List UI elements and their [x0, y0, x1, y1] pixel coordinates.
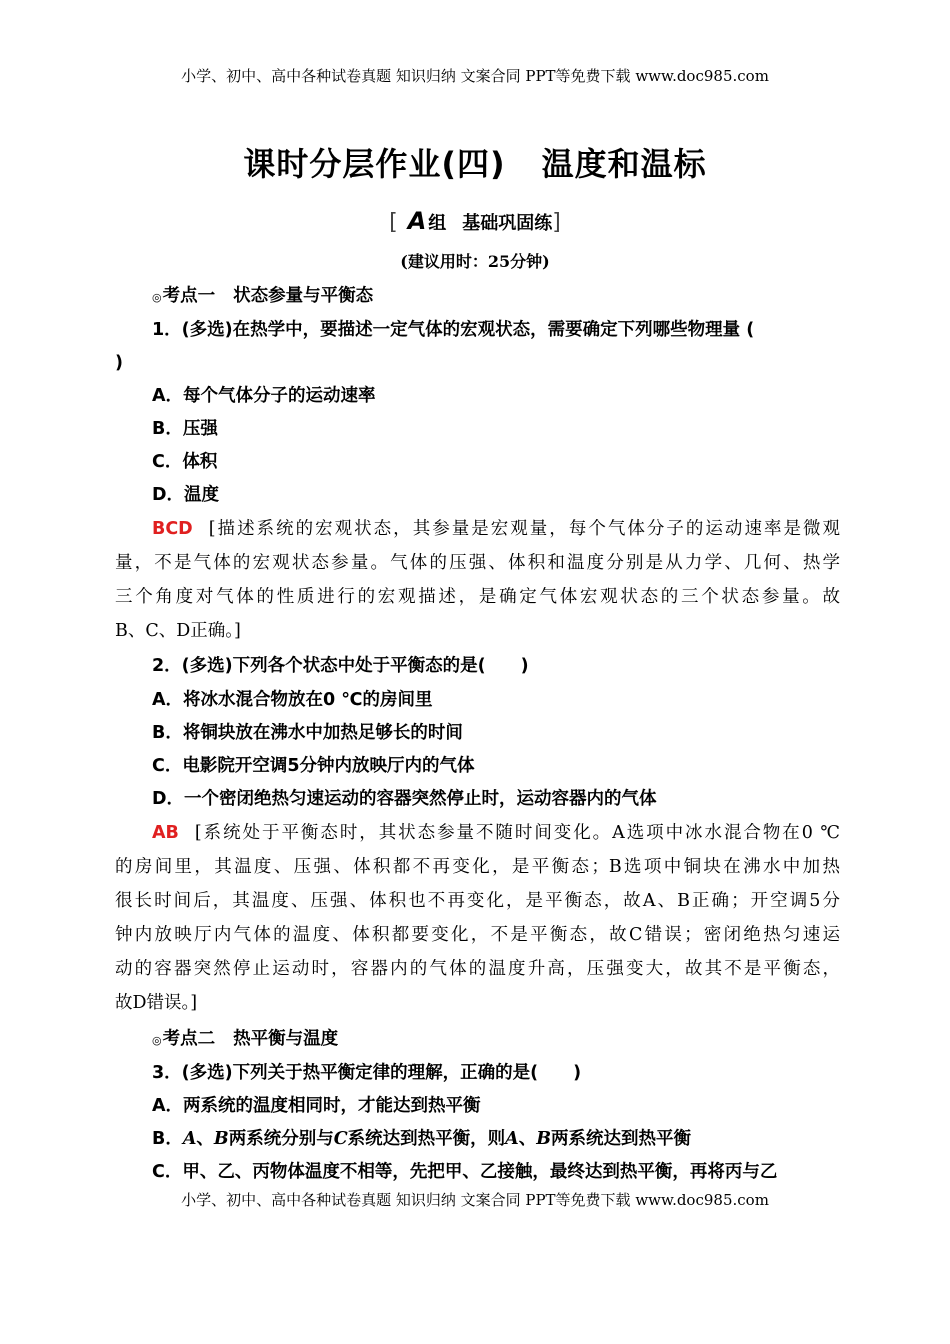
option-c: C．甲、乙、丙物体温度不相等，先把甲、乙接触，最终达到热平衡，再将丙与乙 [152, 1162, 778, 1182]
explanation-line: 三个角度对气体的性质进行的宏观描述，是确定气体宏观状态的三个状态参量。故 [115, 587, 840, 607]
option-a: A．每个气体分子的运动速率 [152, 386, 376, 406]
option-b: B．将铜块放在沸水中加热足够长的时间 [152, 723, 463, 743]
keypoint-mark-icon: ◎ [152, 291, 162, 304]
keypoint-name: 热平衡与温度 [233, 1029, 339, 1049]
header-banner: 小学、初中、高中各种试卷真题 知识归纳 文案合同 PPT等免费下载 www.doc985.com [181, 67, 769, 85]
option-a: A．两系统的温度相同时，才能达到热平衡 [152, 1096, 481, 1116]
explanation-line: 钟内放映厅内气体的温度、体积都要变化，不是平衡态，故C错误；密闭绝热匀速运 [115, 925, 840, 945]
explanation-line: B、C、D正确。] [115, 621, 241, 641]
suggested-time: (建议用时：25分钟) [400, 252, 550, 271]
keypoint-heading [152, 1026, 840, 1054]
variable: A [505, 1129, 519, 1149]
keypoint-name: 状态参量与平衡态 [233, 286, 374, 306]
variable: A [182, 1129, 197, 1149]
keypoint-label: 考点一 [162, 286, 216, 306]
question-stem: 1．(多选)在热学中，要描述一定气体的宏观状态，需要确定下列哪些物理量 ( [152, 320, 755, 340]
footer-banner: 小学、初中、高中各种试卷真题 知识归纳 文案合同 PPT等免费下载 www.doc985.com [181, 1191, 769, 1209]
variable: B [213, 1129, 229, 1149]
keypoint-label: 考点二 [162, 1029, 216, 1049]
question-stem-continued: ) [115, 353, 123, 373]
option-text: 系统达到热平衡，则 [347, 1129, 506, 1149]
option-text: 两系统分别与 [228, 1129, 334, 1149]
option-a: A．将冰水混合物放在0 ℃的房间里 [152, 690, 433, 710]
group-name: 组 [428, 213, 447, 234]
page-title [0, 142, 950, 186]
group-letter: A [407, 207, 427, 235]
title-part-1: 课时分层作业(四) [243, 145, 506, 183]
answer-key: AB [152, 823, 179, 843]
explanation-line: 故D错误。] [115, 993, 198, 1013]
title-part-2: 温度和温标 [541, 145, 707, 183]
answer-line [152, 516, 840, 542]
keypoint-mark-icon: ◎ [152, 1034, 162, 1047]
group-label: 基础巩固练 [462, 213, 553, 234]
option-d: D．温度 [152, 485, 220, 505]
option-c: C．电影院开空调5分钟内放映厅内的气体 [152, 756, 475, 776]
explanation-line: 很长时间后，其温度、压强、体积也不再变化，是平衡态，故A、B正确；开空调5分 [115, 891, 840, 911]
option-text: 、 [196, 1129, 214, 1149]
option-text: 、 [518, 1129, 537, 1149]
variable: B [536, 1129, 552, 1149]
group-heading: [ A 组 基础巩固练] [389, 207, 561, 235]
option-c: C．体积 [152, 452, 218, 472]
question-stem: 3．(多选)下列关于热平衡定律的理解，正确的是( ) [152, 1063, 582, 1083]
option-d: D．一个密闭绝热匀速运动的容器突然停止时，运动容器内的气体 [152, 789, 657, 809]
explanation-line: 的房间里，其温度、压强、体积都不再变化，是平衡态；B选项中铜块在沸水中加热 [115, 857, 840, 877]
option-b: B．压强 [152, 419, 218, 439]
explanation-text: [系统处于平衡态时，其状态参量不随时间变化。A选项中冰水混合物在0 ℃ [194, 823, 840, 843]
variable: C [333, 1129, 348, 1149]
explanation-line: 量，不是气体的宏观状态参量。气体的压强、体积和温度分别是从力学、几何、热学 [115, 553, 840, 573]
answer-key: BCD [152, 519, 193, 539]
option-prefix: B． [152, 1129, 183, 1149]
question-stem: 2．(多选)下列各个状态中处于平衡态的是( ) [152, 656, 529, 676]
option-b [152, 1126, 840, 1152]
option-text: 两系统达到热平衡 [551, 1129, 692, 1149]
explanation-text: [描述系统的宏观状态，其参量是宏观量，每个气体分子的运动速率是微观 [208, 519, 840, 539]
answer-line [152, 820, 840, 846]
keypoint-heading [152, 283, 840, 311]
explanation-line: 动的容器突然停止运动时，容器内的气体的温度升高，压强变大，故其不是平衡态， [115, 959, 840, 979]
